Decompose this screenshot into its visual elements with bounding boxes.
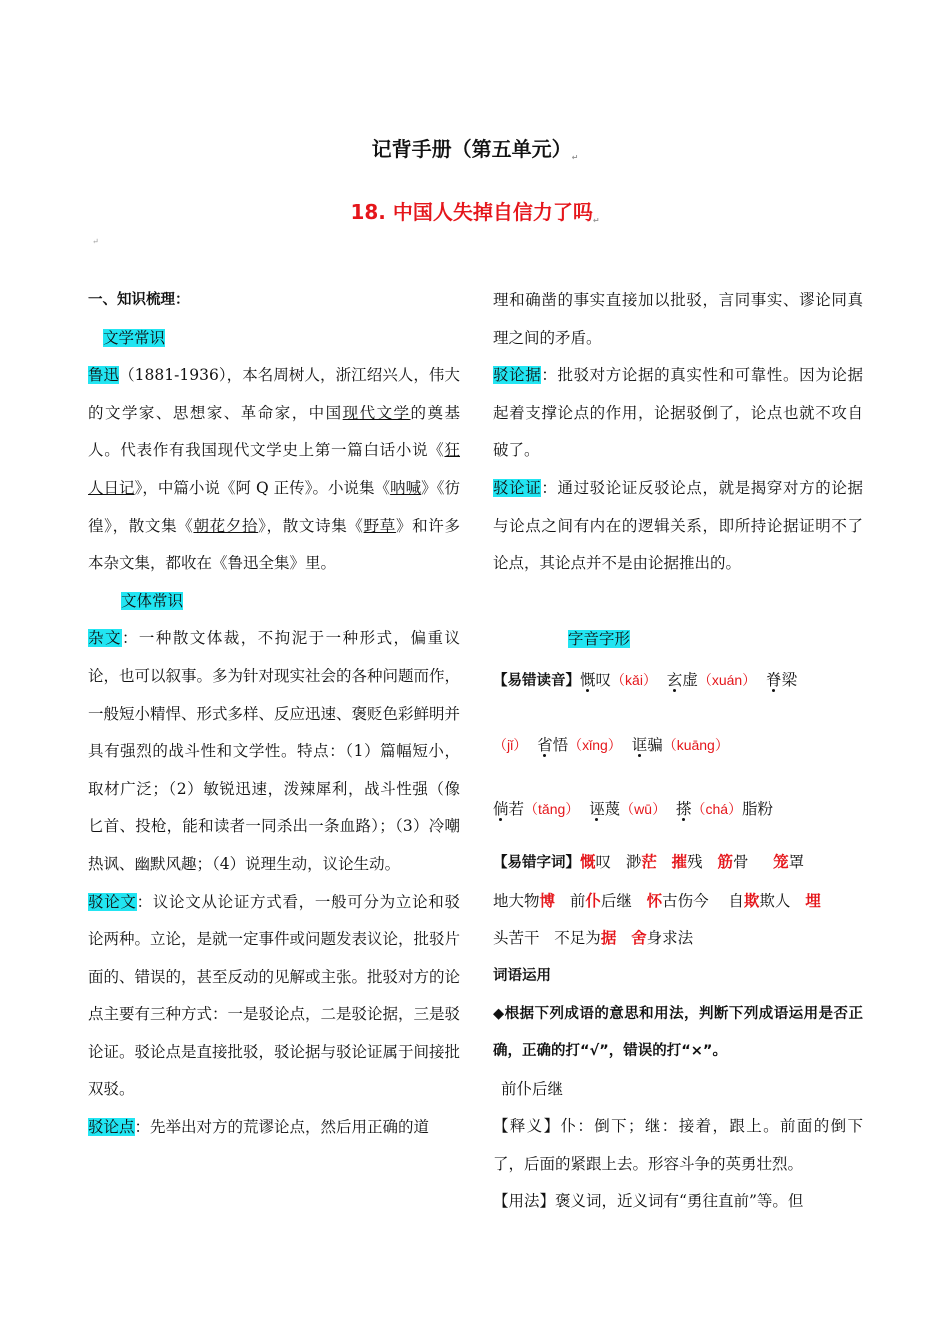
pronunciation-row-3: 倘若（tǎng） 诬蔑（wū） 搽（chá）脂粉 [493,799,774,818]
literature-label: 文学常识 [103,328,166,347]
bolunzheng-paragraph: 驳论证：通过驳论证反驳论点，就是揭穿对方的论据与论点之间有内在的逻辑关系，即所持论据证明不了论点，其论点并不是由论据推出的。 [493,478,863,573]
bolunwen-term: 驳论文 [88,892,137,911]
zawen-term: 杂文 [88,629,122,648]
instruction-text: ◆根据下列成语的意思和用法，判断下列成语运用是否正确，正确的打“√”，错误的打“×”。 [493,1005,863,1060]
right-column [493,282,863,1221]
bolunju-term: 驳论据 [493,366,542,385]
bolunju-paragraph: 驳论据：批驳对方论据的真实性和可靠性。因为论据起着支撑论点的作用，论据驳倒了，论点也就不攻自破了。 [493,366,863,460]
pronunciation-label: 字音字形 [568,629,631,648]
document-title: 记背手册（第五单元）↵ [371,137,579,162]
error-words-row-2: 地大物博 前仆后继 怀古伤今 自欺欺人 埋 [493,891,821,910]
pronunciation-row-1: 【易错读音】慨叹（kǎi） 玄虚（xuán） 脊梁 [493,671,798,690]
error-words-row-3: 头苦干 不足为据 舍身求法 [493,929,694,948]
bolunzheng-term: 驳论证 [493,478,542,497]
error-words-row-1: 【易错字词】慨叹 渺茫 摧残 筋骨 笼罩 [493,853,805,872]
genre-label: 文体常识 [121,591,184,610]
lesson-title: 18. 中国人失掉自信力了吗↵ [350,200,600,225]
paragraph-mark: ↵ [92,237,99,246]
idiom-heading: 前仆后继 [501,1079,564,1098]
pronunciation-row-2: （jǐ） 省悟（xǐng） 诓骗（kuāng） [493,735,729,754]
definition-paragraph: 【释义】仆：倒下；继：接着，跟上。前面的倒下了，后面的紧跟上去。形容斗争的英勇壮烈。 [493,1117,863,1173]
luxun-term: 鲁迅 [88,366,120,385]
zawen-paragraph: 杂文：一种散文体裁，不拘泥于一种形式，偏重议论，也可以叙事。多为针对现实社会的各种问题而作，一般短小精悍、形式多样、反应迅速、褒贬色彩鲜明并具有强烈的战斗性和文学性。特点：（1）篇幅短小，取材广泛；（2）敏锐迅速，泼辣犀利，战斗性强（像匕首、投枪，能和读者一同杀出一条血路）；（3）冷嘲热讽、幽默风趣；（4）说理生动，议论生动。 [88,629,461,873]
bolundian-continued: 理和确凿的事实直接加以批驳，言同事实、谬论同真理之间的矛盾。 [493,291,863,347]
bolundian-paragraph: 驳论点：先举出对方的荒谬论点，然后用正确的道 [88,1118,430,1137]
luxun-paragraph: 鲁迅（1881-1936），本名周树人，浙江绍兴人，伟大的文学家、思想家、革命家，中国现代文学的奠基人。代表作有我国现代文学史上第一篇白话小说《狂人日记》，中篇小说《阿 Q 正传》。小说集《呐喊》《彷徨》，散文集《朝花夕拾》，散文诗集《野草》和许多本杂文集，都收在《鲁迅全集》里。 [88,366,460,573]
bolundian-term: 驳论点 [88,1118,135,1137]
bolunwen-paragraph: 驳论文：议论文从论证方式看，一般可分为立论和驳论两种。立论，是就一定事件或问题发表议论，批驳片面的、错误的，甚至反动的见解或主张。批驳对方的论点主要有三种方式：一是驳论点，二是驳论据，三是驳论证。驳论点是直接批驳，驳论据与驳论证属于间接批双驳。 [88,892,461,1099]
usage-paragraph: 【用法】褒义词，近义词有“勇往直前”等。但 [493,1192,804,1211]
left-column [88,282,460,1147]
word-usage-heading: 词语运用 [493,967,551,984]
section-heading: 一、知识梳理： [88,292,190,308]
